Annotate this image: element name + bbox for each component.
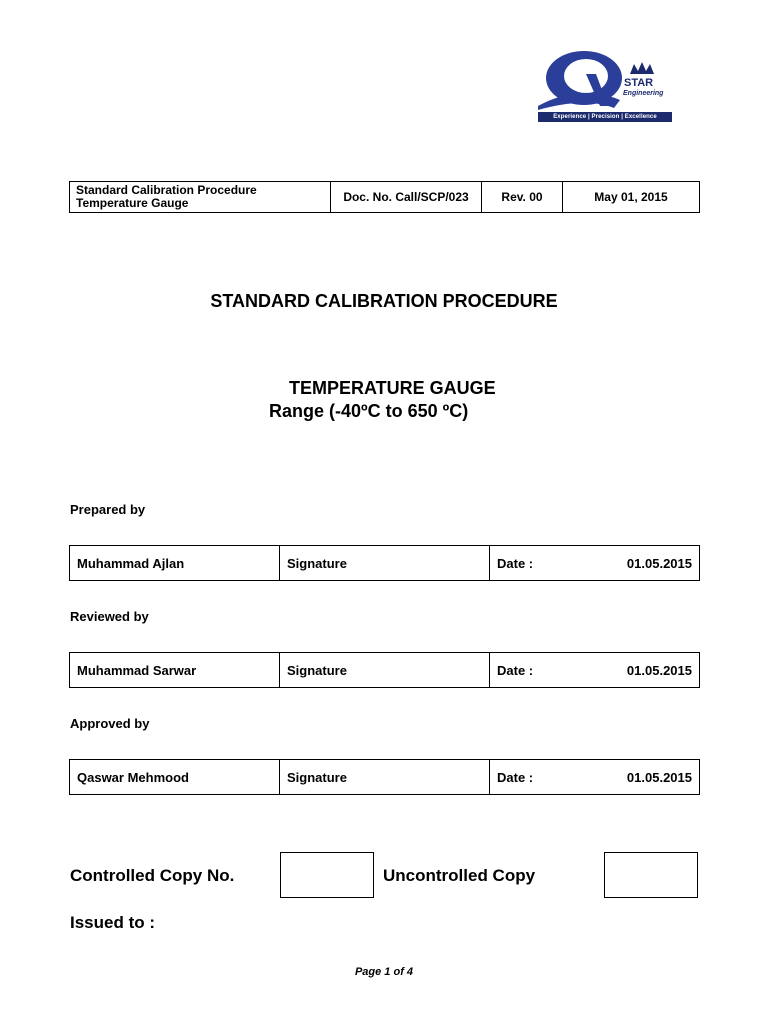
reviewed-by-table [69, 652, 700, 688]
prepared-by-table [69, 545, 700, 581]
issued-to-label: Issued to : [70, 913, 156, 932]
approved-by-label: Approved by [70, 716, 150, 731]
reviewed-by-date-label: Date : [497, 662, 534, 678]
prepared-by-name: Muhammad Ajlan [70, 546, 280, 581]
prepared-by-date-label: Date : [497, 555, 534, 571]
approved-by-date-cell [490, 760, 700, 795]
prepared-by-date-cell [490, 546, 700, 581]
uncontrolled-copy-box[interactable] [604, 852, 698, 898]
approved-by-signature: Signature [280, 760, 490, 795]
doc-no-cell: Doc. No. Call/SCP/023 [331, 182, 482, 213]
reviewed-by-date: 01.05.2015 [626, 662, 692, 678]
logo-sub-text: Engineering [623, 90, 664, 97]
procedure-line-1: Standard Calibration Procedure [76, 183, 257, 197]
logo-tagline: Experience | Precision | Excellence [538, 112, 672, 122]
page-number: Page 1 of 4 [354, 966, 414, 978]
document-header-table [69, 181, 700, 213]
logo-brand-text: STAR [624, 77, 654, 89]
prepared-by-date: 01.05.2015 [626, 555, 692, 571]
controlled-copy-box[interactable] [280, 852, 374, 898]
document-subtitle: TEMPERATURE GAUGE [289, 378, 496, 398]
procedure-cell [70, 182, 331, 213]
document-range: Range (-40ºC to 650 ºC) [269, 401, 469, 421]
controlled-copy-label: Controlled Copy No. [70, 866, 235, 885]
prepared-by-label: Prepared by [70, 502, 146, 517]
header-date-cell: May 01, 2015 [563, 182, 700, 213]
procedure-line-2: Temperature Gauge [76, 196, 189, 210]
reviewed-by-name: Muhammad Sarwar [70, 653, 280, 688]
approved-by-date: 01.05.2015 [626, 769, 692, 785]
approved-by-table [69, 759, 700, 795]
uncontrolled-copy-label: Uncontrolled Copy [383, 866, 536, 885]
reviewed-by-date-cell [490, 653, 700, 688]
reviewed-by-label: Reviewed by [70, 609, 149, 624]
document-title: STANDARD CALIBRATION PROCEDURE [210, 291, 558, 311]
approved-by-date-label: Date : [497, 769, 534, 785]
company-logo [534, 44, 676, 128]
rev-cell: Rev. 00 [482, 182, 563, 213]
reviewed-by-signature: Signature [280, 653, 490, 688]
prepared-by-signature: Signature [280, 546, 490, 581]
approved-by-name: Qaswar Mehmood [70, 760, 280, 795]
